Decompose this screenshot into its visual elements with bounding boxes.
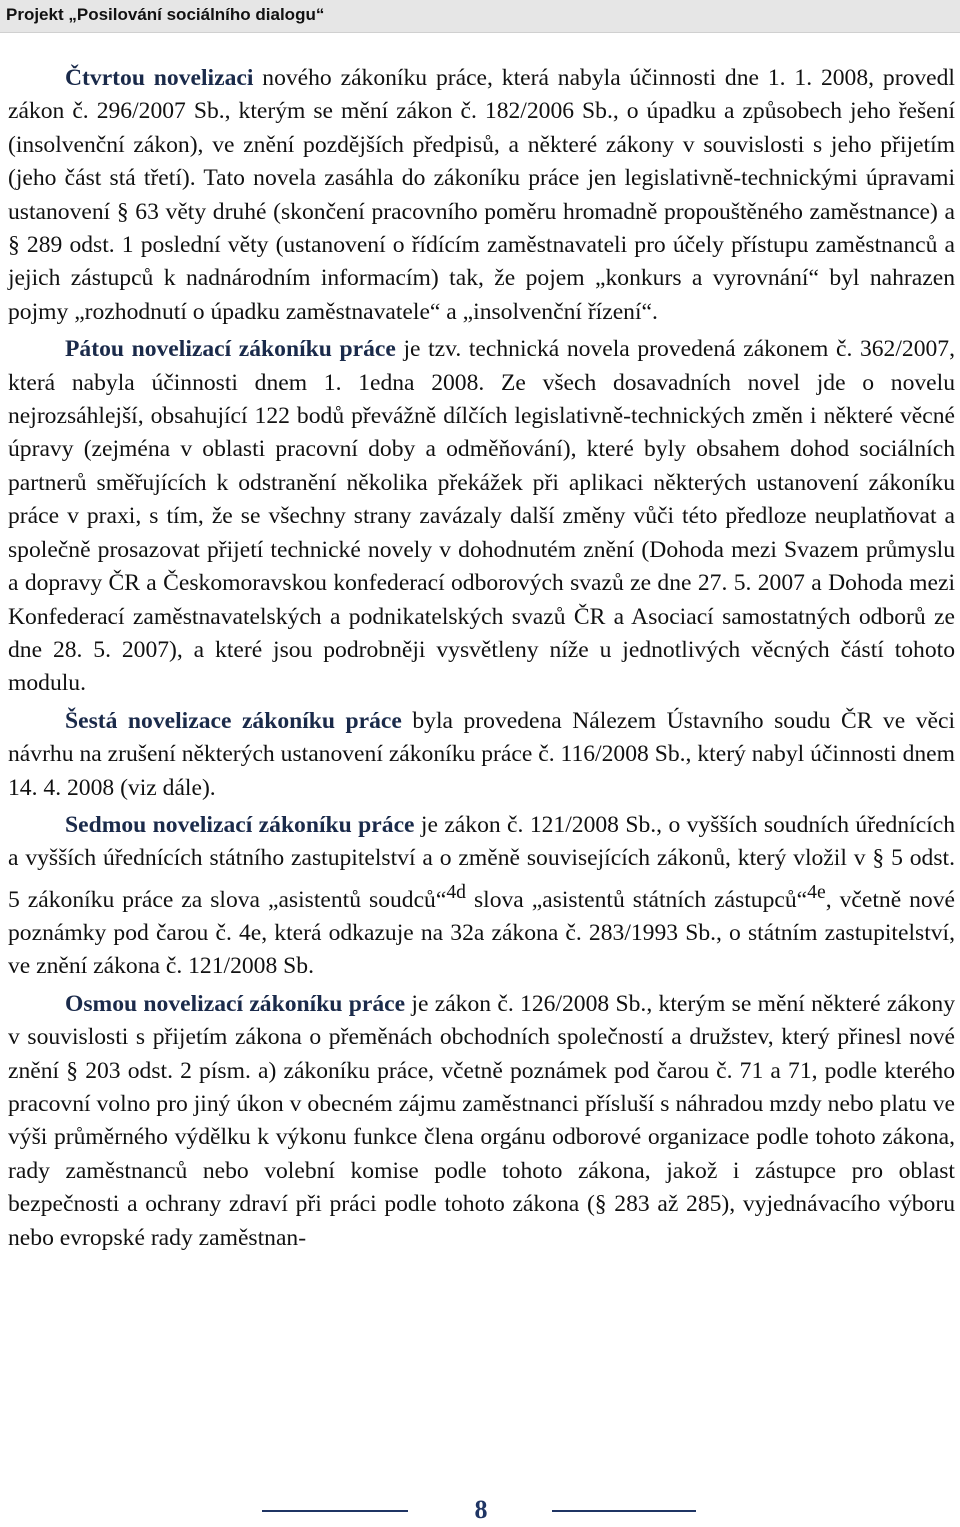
footer-rule-left (262, 1510, 408, 1512)
paragraph-text: , včetně nové poznámky pod čarou č. 4e, která odkazuje na 32a zákona č. 283/1993 Sb., o státním zastupitelství, ve znění zákona č. 121/2008 Sb. (8, 886, 956, 980)
paragraph-lead: Osmou novelizací zákoníku práce (65, 990, 406, 1017)
paragraph-sixth-amendment (8, 705, 955, 805)
paragraph-seventh-amendment (8, 809, 955, 984)
page-number: 8 (474, 1495, 488, 1524)
paragraph-lead: Čtvrtou novelizaci (65, 65, 254, 91)
paragraph-lead: Šestá novelizace zákoníku práce (65, 707, 402, 734)
paragraph-eighth-amendment (8, 988, 955, 1255)
footnote-ref-4e: 4e (807, 880, 826, 903)
footnote-ref-4d: 4d (446, 880, 466, 903)
paragraph-text: byla provedena Nálezem Ústavního soudu ČR ve věci návrhu na zrušení některých ustanovení zákoníku práce č. 116/2008 Sb., který nabyl účinnosti dnem 14. 4. 2008 (viz dále). (8, 707, 955, 801)
paragraph-text: je zákon č. 126/2008 Sb., kterým se mění některé zákony v souvislosti s přijetím zákona o přeměnách obchodních společností a družstev, který přinesl nové znění § 203 odst. 2 písm. a) zákoníku práce, včetně poznámek pod čarou č. 71 a 71, podle kterého pracovní volno pro jiný úkon v obecném zájmu zaměstnanci přísluší s náhradou mzdy nebo platu ve výši průměrného výdělku k výkonu funkce člena orgánu odborové organizace podle tohoto zákona, rady zaměstnanců nebo volební komise podle tohoto zákona, jakož i zástupce pro oblast bezpečnosti a ochrany zdraví při práci podle tohoto zákona (§ 283 až 285), vyjednávacího výboru nebo evropské rady zaměstnan- (8, 990, 955, 1251)
paragraph-text: je tzv. technická novela provedená zákonem č. 362/2007, která nabyla účinnosti dnem 1. 1edna 2008. Ze všech dosavadních novel jde o novelu nejrozsáhlejší, obsahující 122 bodů převážně dílčích legislativně-technických změn i některé věcné úpravy (zejména v oblasti pracovní doby a odměňování), které byly obsahem dohod sociálních partnerů směřujících k odstranění několika překážek při aplikaci některých ustanovení zákoníku práce v praxi, s tím, že se všechny strany zavázaly další změny vůči této předloze neuplatňovat a společně prosazovat přijetí technické novely v dohodnutém znění (Dohoda mezi Svazem průmyslu a dopravy ČR a Českomoravskou konfederací odborových svazů ze dne 27. 5. 2007 a Dohoda mezi Konfederací zaměstnavatelských a podnikatelských svazů ČR a Asociací samostatných odborů ze dne 28. 5. 2007), a které jsou podrobněji vysvětleny níže u jednotlivých věcných částí tohoto modulu. (8, 336, 955, 697)
paragraph-text: slova „asistentů státních zástupců“ (465, 886, 808, 913)
paragraph-text: je zákon č. 121/2008 Sb., o vyšších soudních úřednících a vyšších úřednících státního zastupitelství a o změně souvisejících zákonů, který vložil v § 5 odst. 5 zákoníku práce za slova „asistentů soudců“ (8, 811, 955, 913)
paragraph-fifth-amendment (8, 333, 955, 700)
page-footer (0, 1490, 960, 1527)
paragraph-fourth-amendment (8, 62, 955, 329)
paragraph-text: nového zákoníku práce, která nabyla účinnosti dne 1. 1. 2008, provedl zákon č. 296/2007 Sb., kterým se mění zákon č. 182/2006 Sb., o úpadku a způsobech jeho řešení (insolvenční zákon), ve znění pozdějších předpisů, a některé zákony v souvislosti s jeho přijetím (jeho část stá třetí). Tato novela zasáhla do zákoníku práce jen legislativně-technickými úpravami ustanovení § 63 věty druhé (skončení pracovního poměru hromadně propouštěného zaměstnance) a § 289 odst. 1 poslední věty (ustanovení o řídícím zaměstnavateli pro účely přístupu zaměstnanců a jejich zástupců k nadnárodním informacím) tak, že pojem „konkurs a vyrovnání“ byl nahrazen pojmy „rozhodnutí o úpadku zaměstnavatele“ a „insolvenční řízení“. (8, 65, 955, 325)
project-title: Projekt „Posilování sociálního dialogu“ (6, 5, 325, 24)
footer-rule-right (552, 1510, 696, 1512)
paragraph-lead: Pátou novelizací zákoníku práce (65, 336, 396, 363)
paragraph-lead: Sedmou novelizací zákoníku práce (65, 811, 415, 838)
document-header (0, 0, 960, 33)
document-body (8, 62, 955, 1255)
